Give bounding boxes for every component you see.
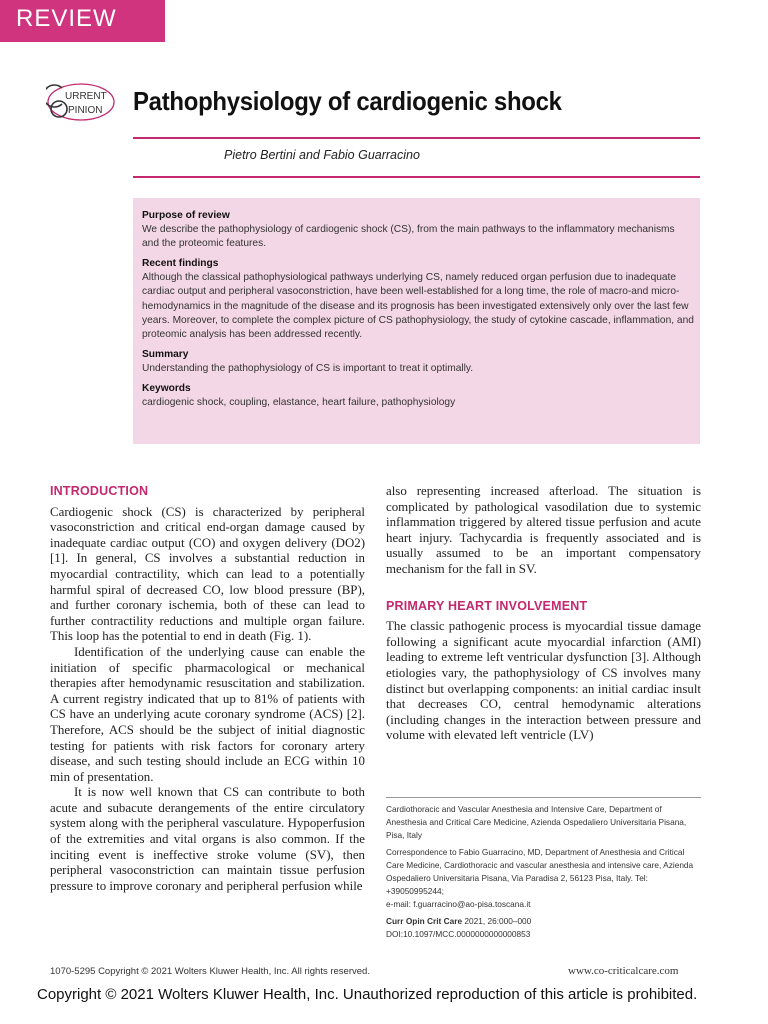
findings-text: Although the classical pathophysiological pathways underlying CS, namely reduced organ perfusion due to inadequate cardiac output and peripheral vasoconstriction, have been well-established for a long time, the role of macro-and micro-hemodynamics in the magnitude of the disease and its prognosis has been investigated extensively only over the last few years. Moreover, to complete the complex picture of CS pathophysiology, the study of cytokine cascade, inflammation, and proteomic analysis has been addressed recently. [142,272,694,340]
footer-website: www.co-criticalcare.com [568,965,679,977]
affiliation-department: Cardiothoracic and Vascular Anesthesia and Intensive Care, Department of Anesthesia and Critical Care Medicine, Azienda Ospedaliero Universitaria Pisana, Pisa, Italy [386,804,687,840]
keywords-text: cardiogenic shock, coupling, elastance, heart failure, pathophysiology [142,397,456,409]
summary-heading: Summary [142,348,189,360]
affiliation-email: e-mail: f.guarracino@ao-pisa.toscana.it [386,898,531,909]
intro-paragraph-1: Cardiogenic shock (CS) is characterized by peripheral vasoconstriction and critical end-organ damage caused by inadequate cardiac output (CO) and oxygen delivery (DO2) [1]. In general, CS involves a substantial reduction in myocardial contractility, which can lead to a potentially harmful spiral of decreased CO, low blood pressure (BP), and further coronary ischemia, both of these can lead to further contractility reductions and multiple organ failure. This loop has the potential to end in death (Fig. 1). [50,504,365,644]
intro-paragraph-3: It is now well known that CS can contribute to both acute and subacute derangements of the entire circulatory system along with the peripheral vasculature. Hypoperfusion of the extremities and vital organs is also common. If the inciting event is ineffective stroke volume (SV), then peripheral vasoconstriction can maintain tissue perfusion pressure to improve coronary and peripheral perfusion while [50,785,365,893]
affiliation-correspondence: Correspondence to Fabio Guarracino, MD, Department of Anesthesia and Critical Care Medicine, Cardiothoracic and vascular anesthesia and intensive care, Azienda Ospedaliero Universitaria Pisana, Via Paradisa 2, 56123 Pisa, Italy. Tel: +39050995244; [386,847,694,896]
primary-paragraph-1: The classic pathogenic process is myocardial tissue damage following a significant acute myocardial infarction (AMI) leading to extreme left ventricular dysfunction [3]. Although etiologies vary, the pathophysiology of CS involves many distinct but overlapping components: an initial cardiac insult that decreases CO, central hemodynamic alterations (including changes in the interaction between pressure and volume with elevated left ventricle (LV) [386,619,701,743]
authors-rule [133,176,700,178]
review-tab-label: REVIEW [16,5,117,32]
abstract-box [133,198,700,444]
title-rule [133,137,700,139]
journal-citation [386,915,701,928]
journal-details: 2021, 26:000–000 [462,916,532,927]
left-column [50,484,365,894]
right-column [386,484,701,744]
intro-paragraph-2: Identification of the underlying cause can enable the initiation of specific pharmacological or mechanical therapies after hemodynamic resuscitation and stabilization. A current registry indicated that up to 81% of patients with CS have an underlying acute coronary syndrome (ACS) [2]. Therefore, ACS should be the subject of initial diagnostic testing for patients with risk factors for coronary artery disease, and such testing should include an ECG within 10 min of presentation. [50,644,365,784]
copyright-notice: Copyright © 2021 Wolters Kluwer Health, Inc. Unauthorized reproduction of this article is prohibited. [37,986,698,1003]
findings-heading: Recent findings [142,258,219,270]
summary-text: Understanding the pathophysiology of CS is important to treat it optimally. [142,362,474,374]
review-section-tab [0,0,165,42]
keywords-heading: Keywords [142,383,191,395]
affiliation-block [386,797,701,946]
primary-heart-heading: PRIMARY HEART INVOLVEMENT [386,598,588,613]
logo-line1: URRENT [65,91,107,102]
right-paragraph-1: also representing increased afterload. The situation is complicated by pathological vasodilation due to systemic inflammation triggered by altered tissue perfusion and acute heart injury. Tachycardia is frequently associated and is usually assumed to be an important compensatory mechanism for the fall in SV. [386,484,701,576]
article-title: Pathophysiology of cardiogenic shock [133,86,562,116]
footer-copyright-line: 1070-5295 Copyright © 2021 Wolters Kluwer Health, Inc. All rights reserved. [50,966,370,977]
introduction-heading: INTRODUCTION [50,484,149,498]
purpose-text: We describe the pathophysiology of cardiogenic shock (CS), from the main pathways to the inflammatory mechanisms and the proteomic features. [142,224,675,250]
purpose-heading: Purpose of review [142,210,230,221]
logo-line2: PINION [68,105,103,116]
doi: DOI:10.1097/MCC.0000000000000853 [386,929,531,940]
authors: Pietro Bertini and Fabio Guarracino [224,148,420,162]
current-opinion-logo-icon [46,82,116,122]
journal-name: Curr Opin Crit Care [386,916,463,927]
